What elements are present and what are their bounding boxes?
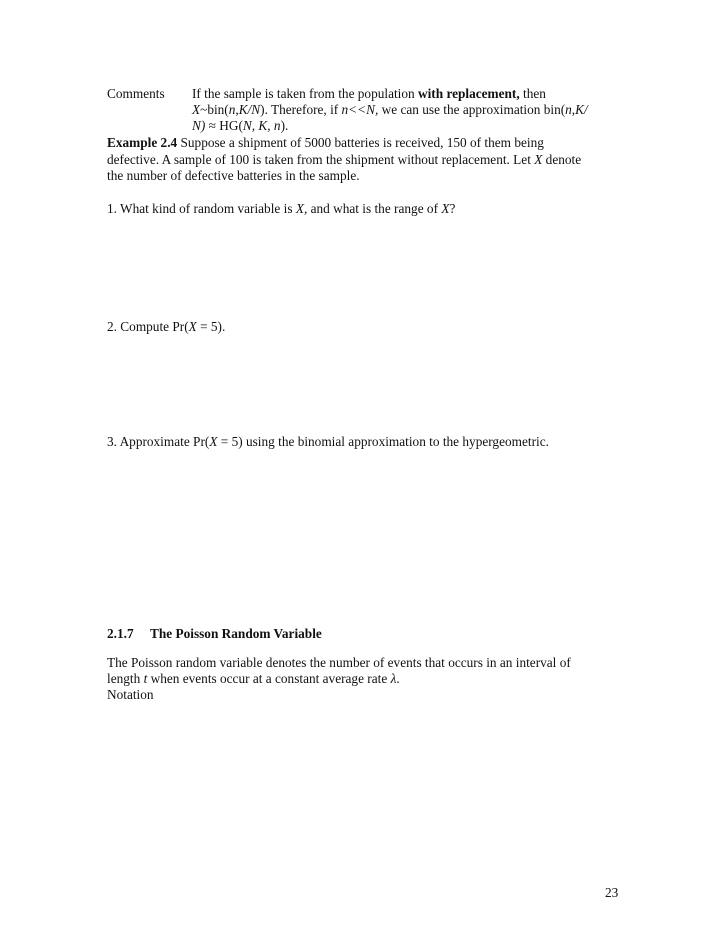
question-2: 2. Compute Pr(X = 5).: [107, 319, 226, 334]
comments-line-2: X~bin(n,K/N). Therefore, if n<<N, we can use the approximation bin(n,K/: [192, 102, 588, 117]
section-paragraph-line-2: length t when events occur at a constant average rate λ.: [107, 671, 400, 686]
section-number: 2.1.7: [107, 626, 134, 641]
question-3: 3. Approximate Pr(X = 5) using the binomial approximation to the hypergeometric.: [107, 434, 549, 449]
section-paragraph-line-1: The Poisson random variable denotes the number of events that occurs in an interval of: [107, 655, 571, 670]
comments-line-1: If the sample is taken from the population with replacement, then: [192, 86, 546, 101]
page-number: 23: [605, 885, 619, 900]
example-line-2: defective. A sample of 100 is taken from the shipment without replacement. Let X denote: [107, 152, 582, 167]
example-line-3: the number of defective batteries in the sample.: [107, 168, 360, 183]
section-title: The Poisson Random Variable: [150, 626, 322, 641]
comments-line-3: N) ≈ HG(N, K, n).: [192, 118, 289, 133]
example-line-1: Example 2.4 Suppose a shipment of 5000 batteries is received, 150 of them being: [107, 135, 544, 150]
example-label: Example 2.4: [107, 135, 178, 150]
comments-label: Comments: [107, 86, 165, 101]
notation-label: Notation: [107, 687, 154, 702]
question-1: 1. What kind of random variable is X, and what is the range of X?: [107, 201, 456, 216]
